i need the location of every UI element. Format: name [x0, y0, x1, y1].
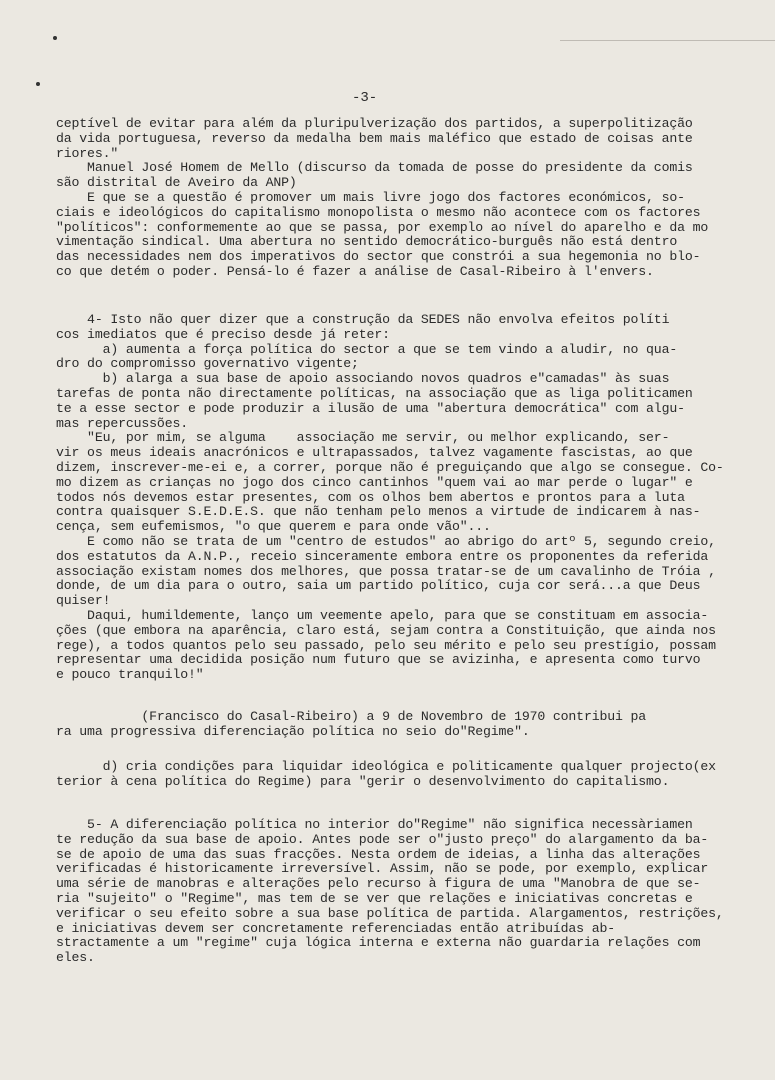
section-3 — [56, 117, 716, 280]
text-line: dizem, inscrever-me-ei e, a correr, porque não é preguiçando que algo se consegue. Co- — [56, 459, 724, 475]
text-line: mas repercussões. — [56, 415, 188, 431]
text-line: da vida portuguesa, reverso da medalha bem mais maléfico que estado de coisas ante — [56, 130, 693, 146]
margin-mark — [53, 36, 57, 40]
text-line: ções (que embora na aparência, claro está, sejam contra a Constituição, que ainda nos — [56, 622, 716, 638]
text-line: uma série de manobras e alterações pelo recurso à figura de uma "Manobra de que se- — [56, 876, 701, 892]
text-line: vir os meus ideais anacrónicos e ultrapassados, talvez vagamente fascistas, ao que — [56, 445, 693, 461]
text-line: rege), a todos quantos pelo seu passado, pelo seu mérito e pelo seu prestígio, possam — [56, 637, 716, 653]
margin-mark — [36, 82, 40, 86]
text-line: representar uma decidida posição num futuro que se avizinha, e apresenta como turvo — [56, 652, 701, 668]
text-line: contra quaisquer S.E.D.E.S. que não tenham pelo menos a virtude de indicarem à nas- — [56, 504, 701, 520]
text-line: riores." — [56, 145, 119, 161]
text-line: b) alarga a sua base de apoio associando novos quadros e"camadas" às suas — [56, 371, 670, 387]
page-edge-line — [560, 40, 775, 41]
text-line: das necessidades nem dos imperativos do sector que constrói a sua hegemonia no blo- — [56, 249, 701, 265]
text-line: dos estatutos da A.N.P., receio sinceramente embora entre os proponentes da referida — [56, 548, 709, 564]
text-line: ceptível de evitar para além da pluripulverização dos partidos, a superpolitização — [56, 116, 693, 131]
text-line: são distrital de Aveiro da ANP) — [56, 175, 297, 191]
text-line: ciais e ideológicos do capitalismo monopolista o mesmo não acontece com os factores — [56, 204, 701, 220]
text-line: 4- Isto não quer dizer que a construção da SEDES não envolva efeitos políti — [56, 312, 670, 327]
text-line: E que se a questão é promover um mais livre jogo dos factores económicos, so- — [56, 189, 685, 205]
text-line: cos imediatos que é preciso desde já reter: — [56, 326, 390, 342]
text-line: 5- A diferenciação política no interior do"Regime" não significa necessàriamen — [56, 817, 693, 832]
text-line: associação existam nomes dos melhores, que possa tratar-se de um cavalinho de Tróia , — [56, 563, 716, 579]
text-line: ra uma progressiva diferenciação política no seio do"Regime". — [56, 723, 530, 739]
page-number: -3- — [352, 90, 378, 106]
text-line: "Eu, por mim, se alguma associação me servir, ou melhor explicando, ser- — [56, 430, 670, 446]
casal-ribeiro-note — [56, 710, 716, 740]
section-5 — [56, 817, 724, 966]
text-line: ria "sujeito" o "Regime", mas tem de se ver que relações e iniciativas concretas e — [56, 890, 693, 906]
text-line: a) aumenta a força política do sector a que se tem vindo a aludir, no qua- — [56, 341, 678, 357]
text-line: quiser! — [56, 593, 111, 609]
text-line: verificadas é historicamente irreversível. Assim, não se pode, por exemplo, explicar — [56, 861, 709, 877]
text-line: d) cria condições para liquidar ideológica e politicamente qualquer projecto(ex — [56, 759, 716, 774]
text-line: Manuel José Homem de Mello (discurso da tomada de posse do presidente da comis — [56, 160, 693, 176]
text-line: eles. — [56, 950, 95, 966]
text-line: e pouco tranquilo!" — [56, 667, 204, 683]
text-line: e iniciativas devem ser concretamente referenciadas então atribuídas ab- — [56, 920, 615, 936]
text-line: stractamente a um "regime" cuja lógica interna e externa não guardaria relações com — [56, 935, 701, 951]
text-line: cença, sem eufemismos, "o que querem e para onde vão"... — [56, 519, 491, 535]
text-line: dro do compromisso governativo vigente; — [56, 356, 359, 372]
text-line: te redução da sua base de apoio. Antes pode ser o"justo preço" do alargamento da ba- — [56, 831, 709, 847]
section-4 — [56, 312, 724, 683]
text-line: E como não se trata de um "centro de estudos" ao abrigo do artº 5, segundo creio, — [56, 533, 716, 549]
item-d — [56, 760, 716, 790]
text-line: te a esse sector e pode produzir a ilusão de uma "abertura democrática" com algu- — [56, 400, 685, 416]
text-line: donde, de um dia para o outro, saia um partido político, cuja cor será...a que Deus — [56, 578, 701, 594]
text-line: terior à cena política do Regime) para "gerir o desenvolvimento do capitalismo. — [56, 773, 670, 789]
text-line: vimentação sindical. Uma abertura no sentido democrático-burguês não está dentro — [56, 234, 678, 250]
text-line: todos nós devemos estar presentes, com os olhos bem abertos e prontos para a luta — [56, 489, 685, 505]
text-line: Daqui, humildemente, lanço um veemente apelo, para que se constituam em associa- — [56, 607, 709, 623]
text-line: tarefas de ponta não directamente políticas, na associação que as liga politicamen — [56, 385, 693, 401]
text-line: mo dizem as crianças no jogo dos cinco cantinhos "quem vai ao mar perde o lugar" e — [56, 474, 693, 490]
text-line: se de apoio de uma das suas fracções. Nesta ordem de ideias, a linha das alterações — [56, 846, 701, 862]
text-line: "políticos": conformemente ao que se passa, por exemplo ao nível do aparelho e da mo — [56, 219, 709, 235]
text-line: (Francisco do Casal-Ribeiro) a 9 de Novembro de 1970 contribui pa — [56, 709, 647, 724]
text-line: co que detém o poder. Pensá-lo é fazer a análise de Casal-Ribeiro à l'envers. — [56, 263, 654, 279]
text-line: verificar o seu efeito sobre a sua base política de partida. Alargamentos, restrições, — [56, 905, 724, 921]
